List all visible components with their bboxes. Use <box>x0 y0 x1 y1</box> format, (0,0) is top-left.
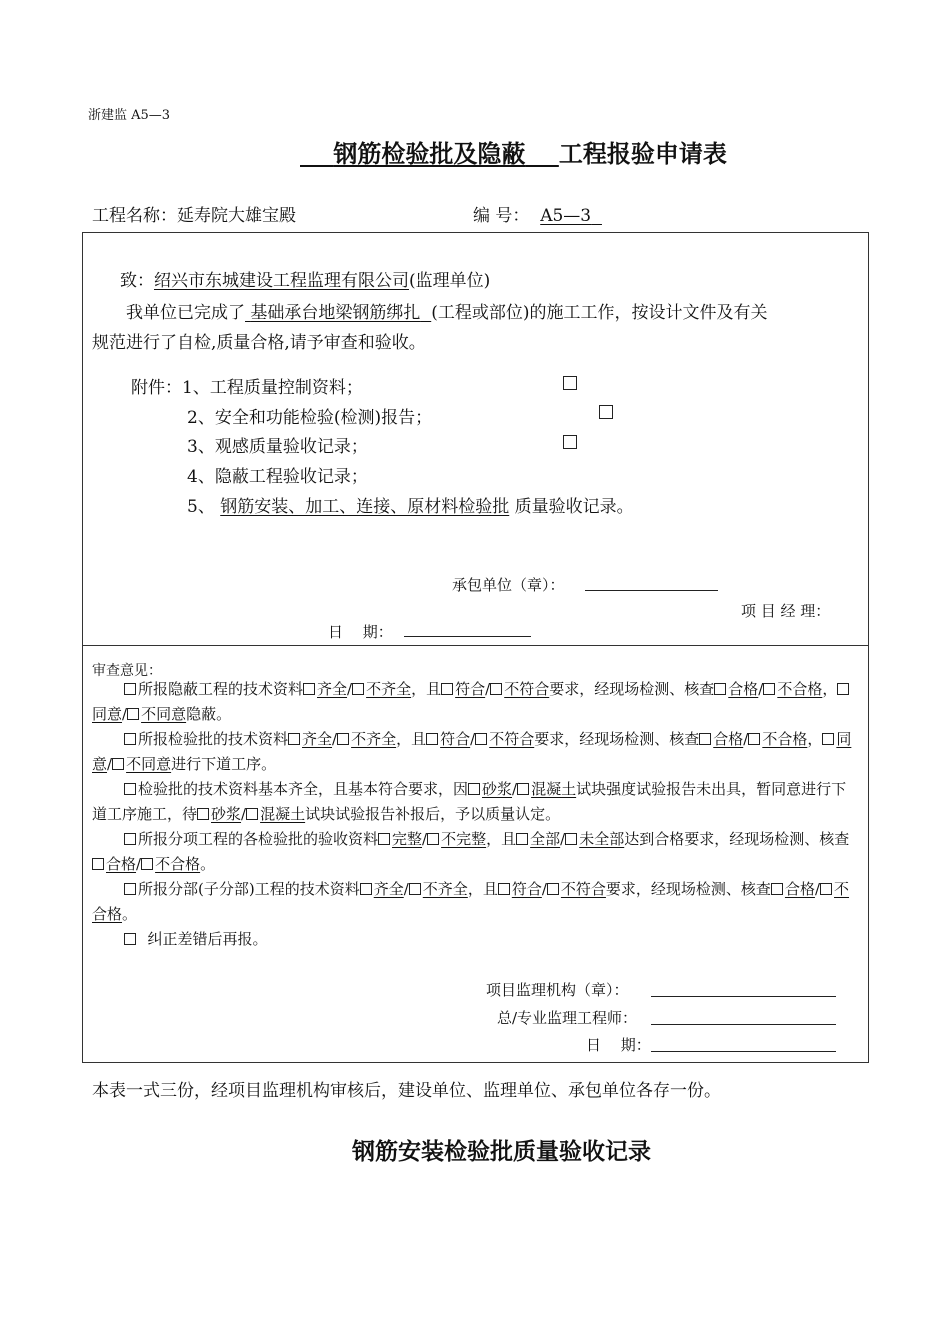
number-row <box>473 201 602 226</box>
attachment-5-filled: 钢筋安装、加工、连接、原材料检验批 <box>220 497 510 517</box>
line1-suffix: (工程或部位)的施工工作，按设计文件及有关 <box>431 303 768 323</box>
opinion-2-checkbox[interactable] <box>124 733 136 745</box>
project-name: 延寿院大雄宝殿 <box>177 206 296 226</box>
supervision-org-line[interactable] <box>651 978 836 997</box>
project-manager-label: 项 目 经 理： <box>741 602 831 620</box>
supervision-org-label: 项目监理机构（章）： <box>486 981 629 999</box>
project-name-row <box>92 201 296 226</box>
attachment-5: 5、 钢筋安装、加工、连接、原材料检验批 质量验收记录。 <box>187 497 634 517</box>
opinion-6-checkbox[interactable] <box>124 933 136 945</box>
application-date-label: 日 期： <box>328 623 393 641</box>
review-opinion-1: 所报隐蔽工程的技术资料 齐全/ 不齐全，且 符合/ 不符合要求，经现场检测、核查 合格/ 不合格，同意/ 不同意隐蔽。 <box>92 677 860 727</box>
work-item: 基础承台地梁钢筋绑扎 <box>250 303 421 323</box>
addressee-line <box>120 266 490 291</box>
opinion-5-checkbox[interactable] <box>124 883 136 895</box>
review-opinion-3: 检验批的技术资料基本齐全，且基本符合要求，因 砂浆/ 混凝土试块强度试验报告未出具，暂同意进行下道工序施工，待 砂浆/ 混凝土试块试验报告补报后，予以质量认定。 <box>92 780 847 823</box>
footer-note: 本表一式三份，经项目监理机构审核后，建设单位、监理单位、承包单位各存一份。 <box>92 1081 721 1101</box>
to-suffix: (监理单位) <box>409 271 491 291</box>
attachment-3: 3、观感质量验收记录； <box>187 437 368 457</box>
attachment-1-checkbox[interactable] <box>563 376 577 390</box>
attachment-1: 附件：1、工程质量控制资料； <box>131 378 363 398</box>
review-title: 审查意见： <box>92 663 162 679</box>
opinion-1-checkbox[interactable] <box>124 683 136 695</box>
review-opinion-4: 所报分项工程的各检验批的验收资料 完整/ 不完整，且 全部/ 未全部达到合格要求，经现场检测、核查合格/ 不合格。 <box>92 827 860 877</box>
contractor-seal-line[interactable] <box>585 572 718 591</box>
to-label: 致： <box>120 271 154 291</box>
opinion-4-checkbox[interactable] <box>124 833 136 845</box>
line1-prefix: 我单位已完成了 <box>126 303 245 323</box>
project-label: 工程名称： <box>92 206 177 226</box>
supervision-unit: 绍兴市东城建设工程监理有限公司 <box>154 271 409 291</box>
contractor-seal-label: 承包单位（章）： <box>452 576 565 594</box>
review-date-label: 日 期： <box>586 1036 651 1054</box>
review-date-line[interactable] <box>651 1033 836 1052</box>
review-opinion-2: 所报检验批的技术资料 齐全/ 不齐全，且 符合/ 不符合要求，经现场检测、核查 合格/ 不合格， 同意/ 不同意进行下道工序。 <box>92 730 852 773</box>
form-code: 浙建监 A5—3 <box>88 108 171 123</box>
review-opinion-5: 所报分部(子分部)工程的技术资料 齐全/ 不齐全，且 符合/ 不符合要求，经现场检测、核查 合格/ 不合格。 <box>92 880 850 923</box>
number-label: 编 号： <box>473 206 530 226</box>
page-title <box>300 134 727 169</box>
completion-line-2: 规范进行了自检,质量合格,请予审查和验收。 <box>92 333 426 353</box>
application-date-line[interactable] <box>404 618 531 637</box>
attachment-4: 4、隐蔽工程验收记录； <box>187 467 368 487</box>
review-opinion-6: 纠正差错后再报。 <box>124 927 824 952</box>
attachment-2: 2、安全和功能检验(检测)报告； <box>187 408 433 428</box>
engineer-label: 总/专业监理工程师： <box>497 1009 638 1027</box>
title-suffix: 工程报验申请表 <box>558 139 727 168</box>
attachment-2-checkbox[interactable] <box>599 405 613 419</box>
title-filled-part: 钢筋检验批及隐蔽 <box>333 139 526 168</box>
number-value: A5—3 <box>540 206 592 226</box>
attachment-3-checkbox[interactable] <box>563 435 577 449</box>
attach-label: 附件： <box>131 378 182 398</box>
next-section-title: 钢筋安装检验批质量验收记录 <box>352 1138 651 1165</box>
engineer-line[interactable] <box>651 1006 836 1025</box>
opinion-3-checkbox[interactable] <box>124 783 136 795</box>
completion-line-1 <box>126 298 767 323</box>
